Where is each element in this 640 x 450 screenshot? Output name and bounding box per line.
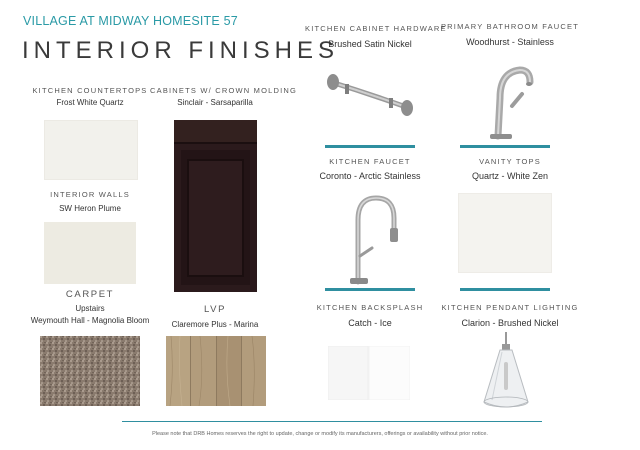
- countertops-label: KITCHEN COUNTERTOPS: [32, 86, 148, 95]
- cabinets-label: CABINETS W/ CROWN MOLDING: [150, 86, 298, 95]
- cabinet-door-swatch: [174, 120, 257, 292]
- divider-bar: [460, 145, 550, 148]
- backsplash-swatch: [328, 346, 410, 400]
- vanity-tops-label: VANITY TOPS: [479, 157, 541, 166]
- bath-faucet-block: [440, 22, 580, 47]
- divider-bar: [325, 288, 415, 291]
- countertops-value: Frost White Quartz: [56, 98, 124, 107]
- backsplash-label: KITCHEN BACKSPLASH: [316, 303, 424, 312]
- bath-faucet-image: [482, 58, 538, 140]
- walls-label: INTERIOR WALLS: [50, 190, 130, 199]
- lvp-label: LVP: [203, 304, 227, 315]
- cabinet-pull-image: [325, 68, 415, 118]
- cabinets-value: Sinclair - Sarsaparilla: [177, 98, 253, 107]
- backsplash-value: Catch - Ice: [348, 318, 392, 328]
- pendant-label: KITCHEN PENDANT LIGHTING: [441, 303, 579, 312]
- vanity-tops-value: Quartz - White Zen: [471, 171, 549, 181]
- lvp-value: Claremore Plus - Marina: [171, 320, 259, 329]
- pendant-value: Clarion - Brushed Nickel: [461, 318, 559, 328]
- countertops-swatch: [44, 120, 138, 180]
- carpet-sublabel: Upstairs: [75, 304, 105, 313]
- kitchen-faucet-value: Coronto - Arctic Stainless: [319, 171, 421, 181]
- pendant-light-image: [478, 332, 534, 412]
- carpet-block: [20, 289, 160, 325]
- vanity-tops-block: [440, 157, 580, 181]
- cabinet-hardware-value: Brushed Satin Nickel: [328, 39, 412, 49]
- lvp-swatch: [166, 336, 266, 406]
- bath-faucet-label: PRIMARY BATHROOM FAUCET: [440, 22, 580, 31]
- cabinet-hardware-block: [305, 24, 447, 49]
- walls-swatch: [44, 222, 136, 284]
- backsplash-block: [305, 303, 435, 328]
- kitchen-faucet-label: KITCHEN FAUCET: [329, 157, 411, 166]
- carpet-value: Weymouth Hall - Magnolia Bloom: [30, 316, 150, 325]
- vanity-tops-swatch: [458, 193, 552, 273]
- kitchen-faucet-block: [305, 157, 435, 181]
- cabinets-block: [150, 86, 298, 107]
- community-title: VILLAGE AT MIDWAY HOMESITE 57: [23, 14, 238, 28]
- bath-faucet-value: Woodhurst - Stainless: [466, 37, 554, 47]
- lvp-block: [150, 304, 280, 329]
- divider-bar: [325, 145, 415, 148]
- pendant-block: [440, 303, 580, 328]
- footer-disclaimer: Please note that DRB Homes reserves the right to update, change or modify its manufacturers, offerings or availability without prior notice.: [152, 431, 488, 437]
- carpet-swatch: [40, 336, 140, 406]
- footer-divider: [122, 421, 542, 422]
- walls-block: [30, 190, 150, 213]
- walls-value: SW Heron Plume: [59, 204, 121, 213]
- page-title: INTERIOR FINISHES: [22, 37, 340, 64]
- carpet-label: CARPET: [65, 289, 115, 300]
- kitchen-faucet-image: [336, 190, 406, 286]
- divider-bar: [460, 288, 550, 291]
- cabinet-hardware-label: KITCHEN CABINET HARDWARE: [305, 24, 447, 33]
- countertops-block: [30, 86, 150, 107]
